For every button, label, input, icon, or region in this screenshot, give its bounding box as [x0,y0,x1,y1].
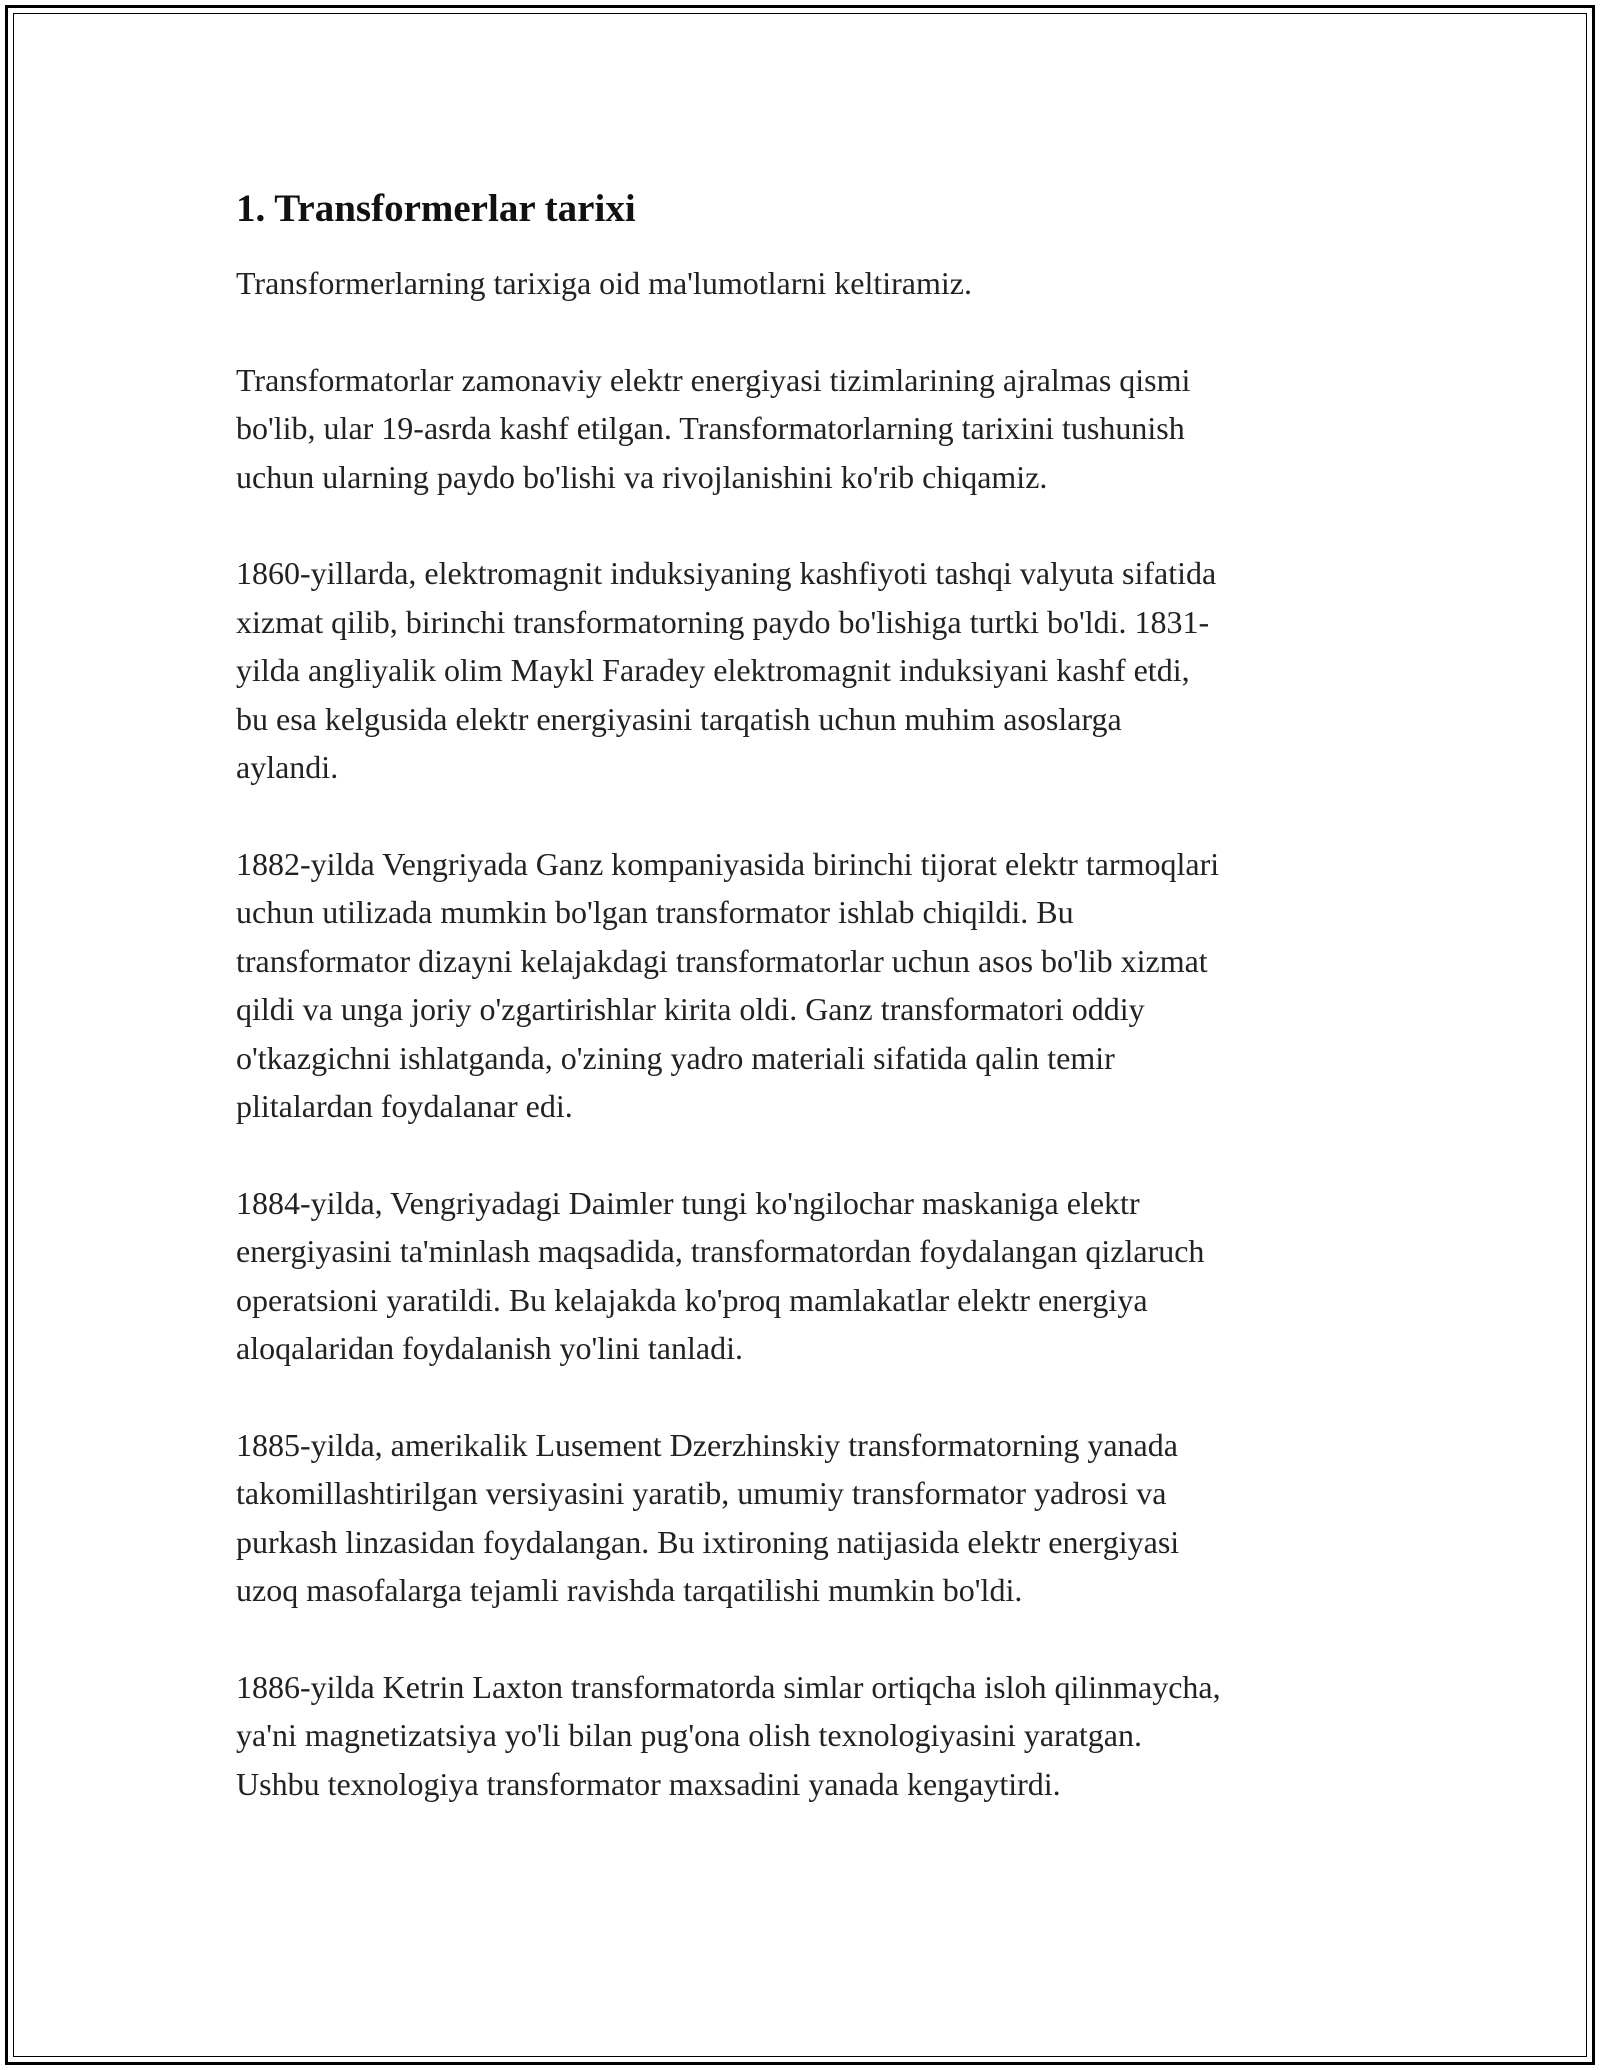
text-line: Ushbu texnologiya transformator maxsadini yanada kengaytirdi. [236,1765,1061,1802]
text-line: aloqalaridan foydalanish yo'lini tanladi. [236,1330,743,1366]
text-line: operatsioni yaratildi. Bu kelajakda ko'proq mamlakatlar elektr energiya [236,1281,1148,1318]
text-line: aylandi. [236,749,339,785]
text-line: ya'ni magnetizatsiya yo'li bilan pug'ona olish texnologiyasini yaratgan. [236,1717,1142,1753]
document-title: 1. Transformerlar tarixi [236,187,636,230]
paragraph-1882 [236,840,1386,1131]
text-line: Transformerlarning tarixiga oid ma'lumotlarni keltiramiz. [236,265,972,301]
text-line: bu esa kelgusida elektr energiyasini tarqatish uchun muhim asoslarga [236,700,1122,737]
text-line: plitalardan foydalanar edi. [236,1088,573,1124]
text-line: qildi va unga joriy o'zgartirishlar kirita oldi. Ganz transformatori oddiy [236,991,1145,1027]
text-line: takomillashtirilgan versiyasini yaratib, umumiy transformator yadrosi va [236,1475,1167,1511]
paragraph-intro [236,259,1386,308]
text-line: 1885-yilda, amerikalik Lusement Dzerzhinskiy transformatorning yanada [236,1426,1178,1463]
text-line: purkash linzasidan foydalangan. Bu ixtironing natijasida elektr energiyasi [236,1523,1180,1560]
paragraph-overview [236,356,1386,502]
text-line: yilda angliyalik olim Maykl Faradey elektromagnit induksiyani kashf etdi, [236,652,1190,688]
paragraph-1885 [236,1421,1386,1615]
text-line: transformator dizayni kelajakdagi transformatorlar uchun asos bo'lib xizmat [236,942,1208,979]
text-line: 1886-yilda Ketrin Laxton transformatorda simlar ortiqcha isloh qilinmaycha, [236,1668,1221,1705]
document-body [236,185,1386,1856]
text-line: bo'lib, ular 19-asrda kashf etilgan. Transformatorlarning tarixini tushunish [236,410,1185,446]
text-line: uchun utilizada mumkin bo'lgan transformator ishlab chiqildi. Bu [236,894,1074,930]
paragraph-1886 [236,1663,1386,1809]
text-line: uchun ularning paydo bo'lishi va rivojlanishini ko'rib chiqamiz. [236,458,1048,495]
paragraph-1860s [236,549,1386,792]
text-line: 1860-yillarda, elektromagnit induksiyaning kashfiyoti tashqi valyuta sifatida [236,555,1217,591]
text-line: energiyasini ta'minlash maqsadida, transformatordan foydalangan qizlaruch [236,1233,1205,1269]
text-line: xizmat qilib, birinchi transformatorning paydo bo'lishiga turtki bo'ldi. 1831- [236,603,1210,640]
paragraph-1884 [236,1179,1386,1373]
text-line: Transformatorlar zamonaviy elektr energiyasi tizimlarining ajralmas qismi [236,361,1191,398]
text-line: 1884-yilda, Vengriyadagi Daimler tungi ko'ngilochar maskaniga elektr [236,1184,1140,1221]
text-line: 1882-yilda Vengriyada Ganz kompaniyasida birinchi tijorat elektr tarmoqlari [236,845,1220,882]
text-line: uzoq masofalarga tejamli ravishda tarqatilishi mumkin bo'ldi. [236,1572,1023,1608]
text-line: o'tkazgichni ishlatganda, o'zining yadro materiali sifatida qalin temir [236,1039,1115,1076]
